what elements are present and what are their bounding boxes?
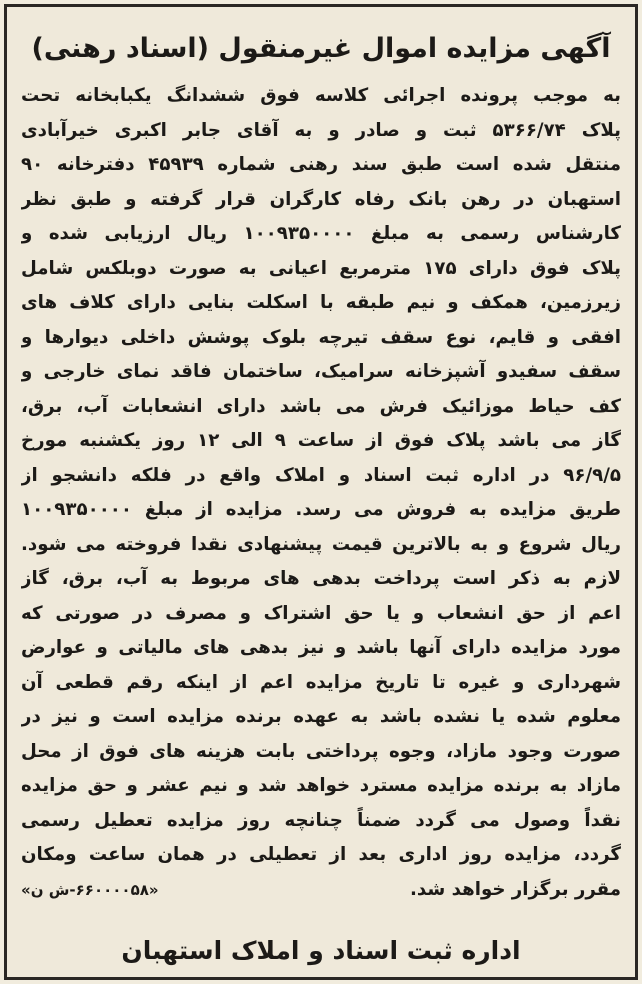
body-line: ریال شروع و به بالاترین قیمت پیشنهادی نقدا فروخته می شود. bbox=[21, 533, 621, 555]
notice-body bbox=[21, 79, 621, 907]
body-line: گردد، مزایده روز اداری بعد از تعطیلی در همان ساعت ومکان bbox=[21, 844, 621, 865]
notice-box bbox=[4, 4, 638, 980]
body-line: اعم از حق انشعاب و یا حق اشتراک و مصرف در صورتی که bbox=[21, 602, 621, 624]
body-line: افقی و قایم، نوع سقف تیرچه بلوک پوشش داخلی دیوارها و bbox=[21, 326, 621, 348]
body-line: شهرداری و غیره تا تاریخ مزایده اعم از اینکه رقم قطعی آن bbox=[21, 671, 621, 693]
body-line: پلاک ۵۳۶۶/۷۴ ثبت و صادر و به آقای جابر اکبری خیرآبادی bbox=[21, 119, 621, 141]
body-line: مورد مزایده دارای آنها باشد و نیز بدهی های مالیاتی و عوارض bbox=[21, 637, 621, 658]
body-line: منتقل شده است طبق سند رهنی شماره ۴۵۹۳۹ دفترخانه ۹۰ bbox=[21, 154, 621, 175]
body-line: لازم به ذکر است پرداخت بدهی های مربوط به آب، برق، گاز bbox=[21, 568, 621, 589]
body-line: زیرزمین، همکف و نیم طبقه با اسکلت بنایی دارای کلاف های bbox=[21, 292, 621, 313]
body-line: معلوم شده یا نشده باشد به عهده برنده مزایده است و نیز در bbox=[21, 706, 621, 727]
body-line: به موجب پرونده اجرائی کلاسه فوق ششدانگ یکبابخانه تحت bbox=[21, 85, 621, 106]
body-last-row bbox=[21, 873, 621, 908]
body-line: مازاد به برنده مزایده مسترد خواهد شد و نیم عشر و حق مزایده bbox=[21, 775, 621, 796]
body-line: مقرر برگزار خواهد شد. bbox=[409, 878, 621, 900]
body-line: گاز می باشد پلاک فوق از ساعت ۹ الی ۱۲ روز یکشنبه مورخ bbox=[21, 430, 621, 451]
body-line: پلاک فوق دارای ۱۷۵ مترمربع اعیانی به صورت دوبلکس شامل bbox=[21, 257, 621, 279]
body-line: کف حیاط موزائیک فرش می باشد دارای انشعابات آب، برق، bbox=[21, 395, 621, 417]
body-line: کارشناس رسمی به مبلغ ۱۰۰۹۳۵۰۰۰۰ ریال ارزیابی شده و bbox=[21, 223, 621, 244]
body-line: صورت وجود مازاد، وجوه پرداختی بابت هزینه های فوق از محل bbox=[21, 740, 621, 762]
reference-code: «۶۶۰۰۰۰۵۸-ش ن» bbox=[21, 880, 159, 899]
body-line: استهبان در رهن بانک رفاه کارگران قرار گرفته و طبق نظر bbox=[21, 188, 621, 210]
issuer-name: اداره ثبت اسناد و املاک استهبان bbox=[121, 936, 521, 965]
body-line: ۹۶/۹/۵ در اداره ثبت اسناد و املاک واقع در فلکه دانشجو از bbox=[21, 464, 621, 486]
body-line: طریق مزایده به فروش می رسد. مزایده از مبلغ ۱۰۰۹۳۵۰۰۰۰ bbox=[21, 499, 621, 520]
body-line: نقداً وصول می گردد ضمناً چنانچه روز مزایده تعطیل رسمی bbox=[21, 809, 621, 831]
notice-title: آگهی مزایده اموال غیرمنقول (اسناد رهنی) bbox=[31, 33, 611, 64]
body-line: سقف سفیدو آشپزخانه سرامیک، ساختمان فاقد نمای خارجی و bbox=[21, 361, 621, 382]
